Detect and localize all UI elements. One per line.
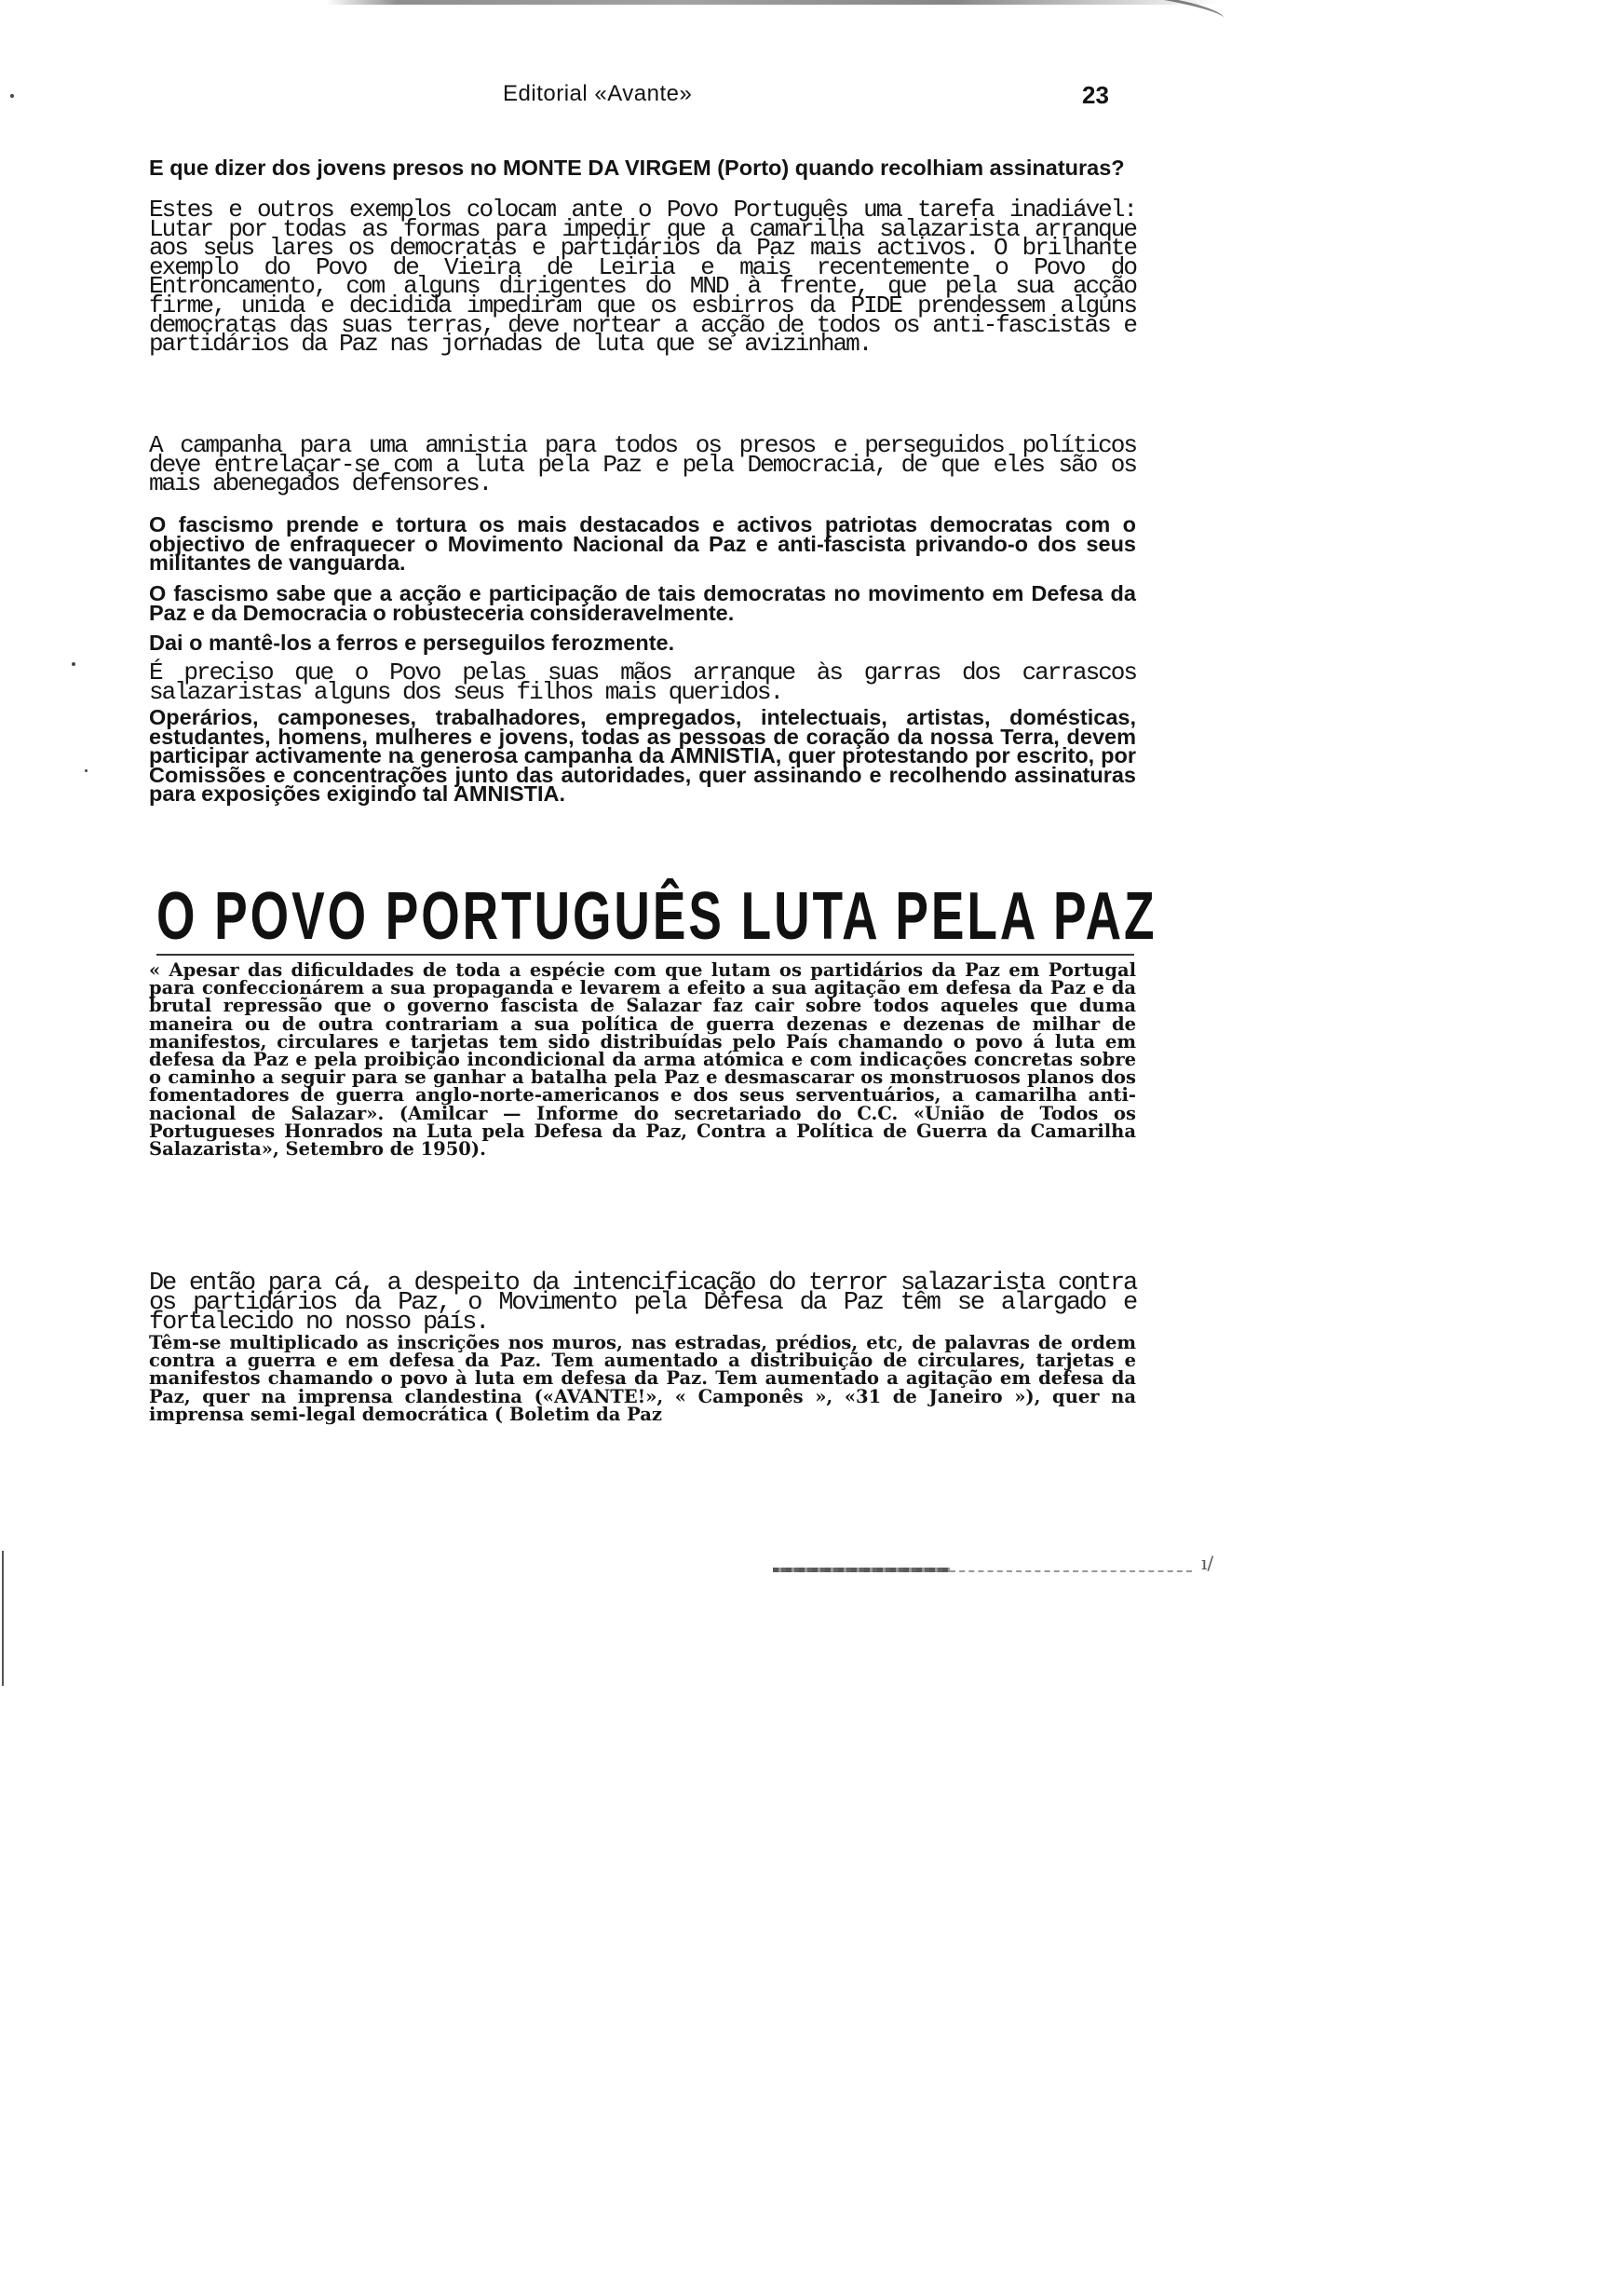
paragraph-fascismo-prende: O fascismo prende e tortura os mais destacados e activos patriotas democratas com o objectivo de enfraquecer o Movimento Nacional da Paz e anti-fascista privando-o dos seus militantes de vanguarda.	[149, 512, 1136, 576]
scan-top-edge	[326, 0, 1220, 5]
headline-underline	[156, 954, 1134, 956]
scan-speck	[72, 662, 75, 666]
scan-pen-mark: ı/	[1201, 1552, 1214, 1574]
paragraph-de-entao: De então para cá, a despeito da intencificação do terror salazarista contra os partidários da Paz, o Movimento pela Defesa da Paz têm se alargado e fortalecido no nosso país.	[149, 1270, 1136, 1337]
page-number: 23	[1082, 81, 1109, 109]
section-headline: O POVO PORTUGUÊS LUTA PELA PAZ	[156, 879, 1157, 954]
paragraph-e-preciso: É preciso que o Povo pelas suas mãos arranque às garras dos carrascos salazaristas alguns dos seus filhos mais queridos.	[149, 659, 1136, 706]
scan-bottom-dash	[950, 1570, 1192, 1572]
running-title: Editorial «Avante»	[503, 81, 693, 106]
paragraph-tarefa-inadiavel: Estes e outros exemplos colocam ante o Povo Português uma tarefa inadiável: Lutar por todas as formas para impedir que a camarilha salazarista arranque aos seus lares os democratas e partidários da Paz mais activos. O brilhante exemplo do Povo de Vieira de Leiria e mais recentemente o Povo do Entroncamento, com alguns dirigentes do MND à frente, que pela sua acção firme, unida e decidida impediram que os esbirros da PIDE prendessem alguns democratas das suas terras, deve nortear a acção de todos os anti-fascistas e partidários da Paz nas jornadas de luta que se avizinham.	[149, 196, 1136, 359]
paragraph-operarios: Operários, camponeses, trabalhadores, empregados, intelectuais, artistas, domésticas, estudantes, homens, mulheres e jovens, todas as pessoas de coração da nossa Terra, devem participar activamente na generosa campanha da AMNISTIA, quer protestando por escrito, por Comissões e concentrações junto das autoridades, quer assinando e recolhendo assinaturas para exposições exigindo tal AMNISTIA.	[149, 705, 1136, 807]
paragraph-inscricoes: Têm-se multiplicado as inscrições nos muros, nas estradas, prédios, etc, de palavras de ordem contra a guerra e em defesa da Paz. Tem aumentado a distribuição de circulares, tarjetas e manifestos chamando o povo à luta em defesa da Paz. Tem aumentado a agitação em defesa da Paz, quer na imprensa clandestina («AVANTE!», « Camponês », «31 de Janeiro »), quer na imprensa semi-legal democrática ( Boletim da Paz	[149, 1332, 1136, 1425]
scan-left-edge-mark	[2, 1551, 4, 1686]
quoted-report: « Apesar das dificuldades de toda a espécie com que lutam os partidários da Paz em Portugal para confeccionárem a sua propaganda e levarem a efeito a sua agitação em defesa da Paz e da brutal repressão que o governo fascista de Salazar faz cair sobre todos aqueles que duma maneira ou de outra contrariam a sua política de guerra dezenas e dezenas de milhar de manifestos, circulares e tarjetas tem sido distribuídas pelo País chamando o povo á luta em defesa da Paz e pela proibição incondicional da arma atómica e com indicações concretas sobre o caminho a seguir para se ganhar a batalha pela Paz e desmascarar os monstruosos planos dos fomentadores de guerra anglo-norte-americanos e dos seus serventuários, a camarilha anti-nacional de Salazar». (Amilcar — Informe do secretariado do C.C. «União de Todos os Portugueses Honrados na Luta pela Defesa da Paz, Contra a Política de Guerra da Camarilha Salazarista», Setembro de 1950).	[149, 959, 1136, 1161]
paragraph-jovens-presos: E que dizer dos jovens presos no MONTE DA VIRGEM (Porto) quando recolhiam assinaturas?	[149, 156, 1125, 180]
paragraph-fascismo-sabe: O fascismo sabe que a acção e participação de tais democratas no movimento em Defesa da Paz e da Democracia o robusteceria consideravelmente.	[149, 581, 1136, 625]
scan-speck	[10, 94, 14, 98]
scan-bottom-smudge	[773, 1568, 950, 1572]
scan-speck	[85, 769, 88, 772]
paragraph-campanha-amnistia: A campanha para uma amnistia para todos os presos e perseguidos políticos deve entrelaçar-se com a luta pela Paz e pela Democracia, de que eles são os mais abenegados defensores.	[149, 431, 1136, 498]
paragraph-mante-los: Dai o mantê-los a ferros e perseguilos ferozmente.	[149, 631, 675, 655]
